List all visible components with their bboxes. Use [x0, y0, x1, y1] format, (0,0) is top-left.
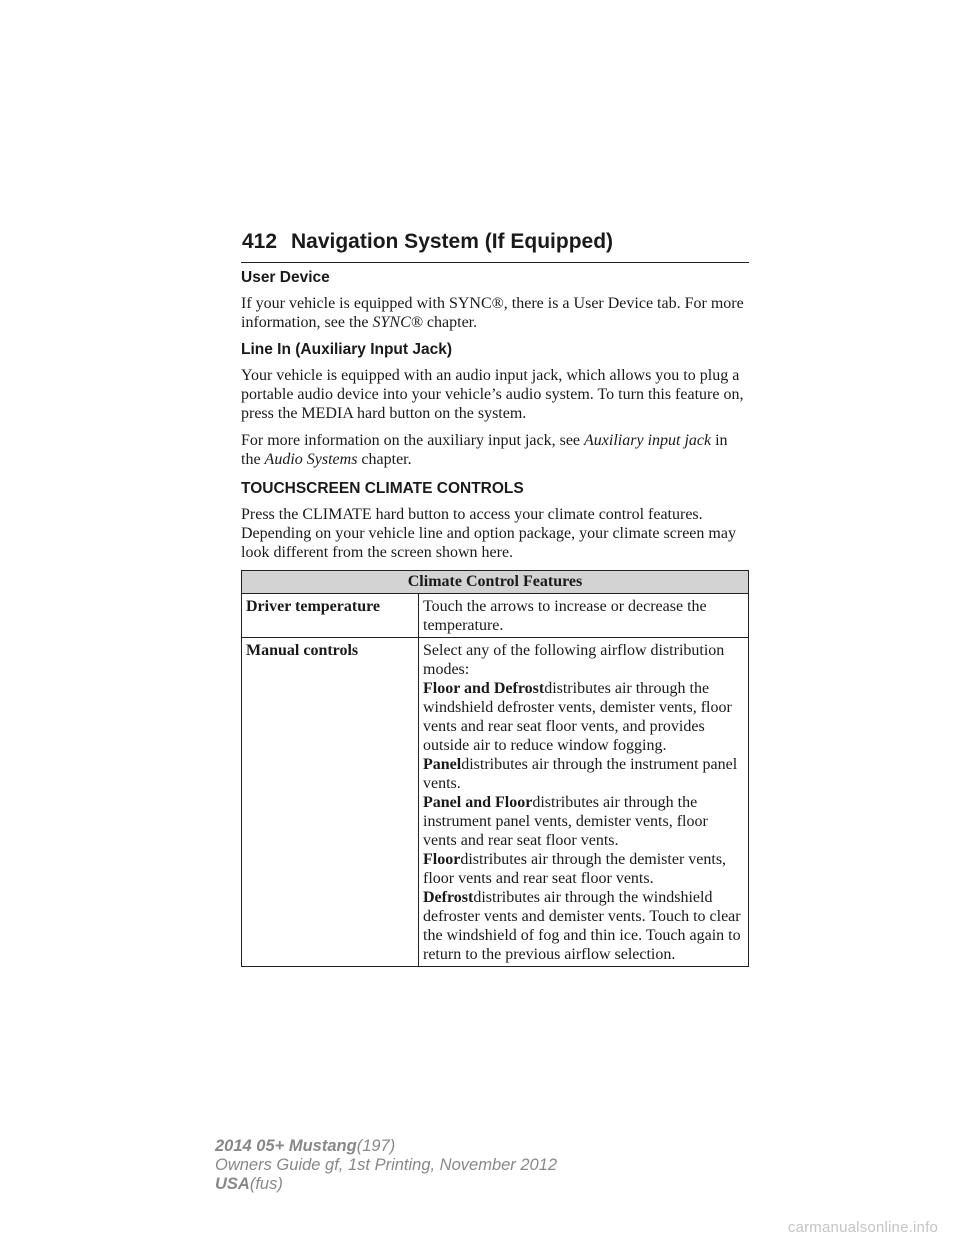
mode-floor-and-defrost: Floor and Defrostdistributes air through the windshield defroster vents, demister vents, floor vents and rear seat floor vents, and provides outside air to reduce window fogging. — [423, 680, 732, 754]
table-row — [242, 594, 749, 638]
climate-features-table — [241, 570, 749, 967]
page-header — [241, 228, 749, 263]
climate-paragraph: Press the CLIMATE hard button to access your climate control features. Depending on your vehicle line and option package, your climate screen may look different from the screen shown here. — [241, 506, 736, 561]
mode-floor: Floordistributes air through the demister vents, floor vents and rear seat floor vents. — [423, 851, 727, 887]
aux-jack-reference: Auxiliary input jack — [584, 432, 712, 449]
chapter-title: Navigation System (If Equipped) — [291, 230, 614, 253]
row-label: Driver temperature — [242, 594, 419, 638]
audio-systems-reference: Audio Systems — [264, 451, 358, 468]
table-title: Climate Control Features — [242, 571, 749, 594]
user-device-text: If your vehicle is equipped with SYNC®, there is a User Device tab. For more information, see the — [241, 295, 744, 331]
footer-line-3: USA(fus) — [215, 1175, 283, 1193]
user-device-heading: User Device — [241, 269, 330, 286]
line-in-heading: Line In (Auxiliary Input Jack) — [241, 341, 453, 358]
page-footer — [215, 1137, 557, 1194]
footer-line-1: 2014 05+ Mustang(197) — [215, 1137, 396, 1155]
page-number: 412 — [242, 230, 278, 253]
row-label: Manual controls — [242, 638, 419, 967]
climate-heading: TOUCHSCREEN CLIMATE CONTROLS — [241, 480, 524, 497]
footer-line-2: Owners Guide gf, 1st Printing, November 2012 — [215, 1156, 558, 1174]
mode-panel: Paneldistributes air through the instrument panel vents. — [423, 756, 738, 792]
page-content — [241, 268, 749, 967]
row-description — [419, 638, 749, 967]
row-description: Touch the arrows to increase or decrease the temperature. — [419, 594, 749, 638]
line-in-paragraph: Your vehicle is equipped with an audio input jack, which allows you to plug a portable audio device into your vehicle’s audio system. To turn this feature on, press the MEDIA hard button on the system. — [241, 367, 744, 422]
aux-text: For more information on the auxiliary input jack, see — [241, 432, 581, 449]
watermark: carmanualsonline.info — [787, 1219, 938, 1236]
user-device-paragraph — [241, 294, 749, 332]
mode-panel-and-floor: Panel and Floordistributes air through the instrument panel vents, demister vents, floor vents and rear seat floor vents. — [423, 794, 708, 849]
aux-text-end: chapter. — [361, 451, 412, 468]
sync-chapter-reference: SYNC® — [372, 314, 423, 331]
table-row — [242, 638, 749, 967]
aux-jack-reference-paragraph — [241, 431, 749, 469]
mode-defrost: Defrostdistributes air through the windshield defroster vents and demister vents. Touch to clear the windshield of fog and thin ice. Touch again to return to the previous airflow selection. — [423, 889, 741, 963]
table-header-row — [242, 571, 749, 594]
aux-text-mid: in the — [241, 432, 728, 468]
user-device-text-end: chapter. — [426, 314, 478, 331]
modes-intro: Select any of the following airflow distribution modes: — [423, 642, 725, 678]
